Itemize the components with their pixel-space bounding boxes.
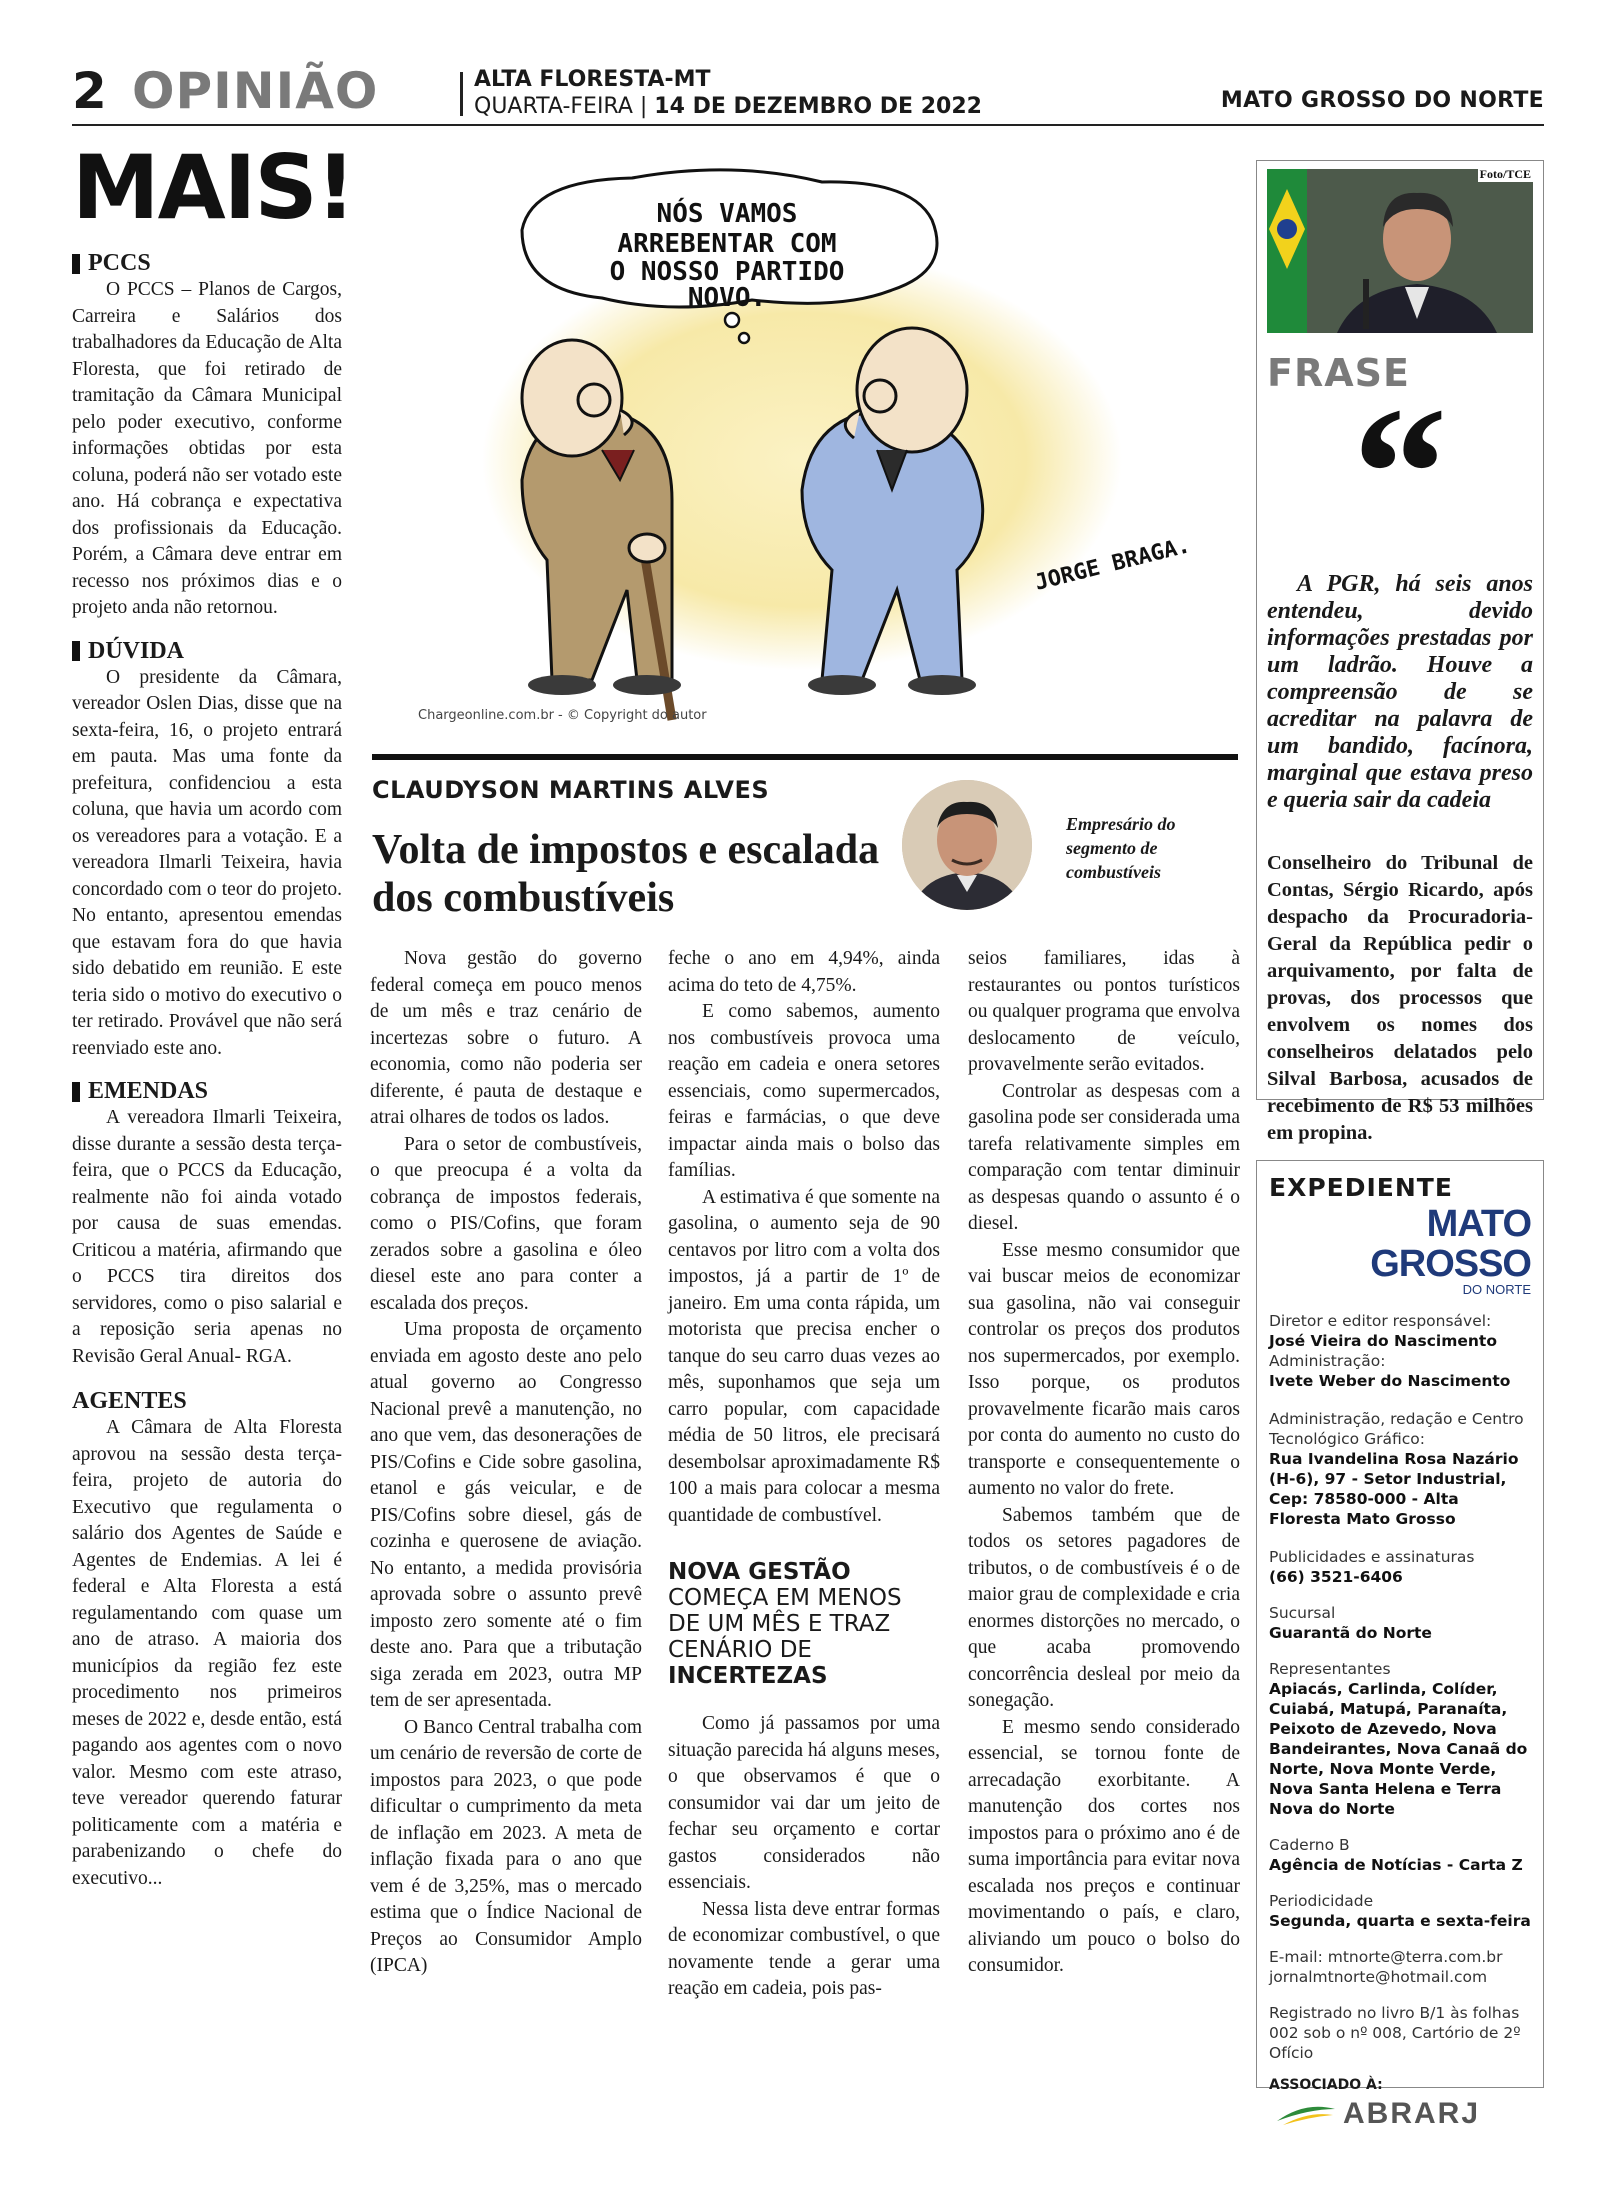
header-date-value: 14 DE DEZEMBRO DE 2022 [654,94,982,119]
pull-quote-bold: INCERTEZAS [668,1663,828,1689]
item-value: José Vieira do Nascimento [1269,1332,1497,1350]
article-title: Volta de impostos e escalada dos combustíveis [372,827,880,921]
abrarj-logo [1269,2097,1531,2131]
article-paragraph: Nova gestão do governo federal começa em pouco menos de um mês e traz cenário de incertezas sobre o futuro. A economia, como não poderia ser diferente, é pauta de destaque e atrai olhares de todos os lados. [370,948,642,1128]
logo-main: MATO GROSSO [1370,1203,1531,1285]
speaker-photo [1267,169,1533,333]
note-text: A vereadora Ilmarli Teixeira, disse durante a sessão desta terça-feira, que o PCCS da Educação, realmente não foi ainda votado por causa de suas emendas. Criticou a matéria, afirmando que o PCCS tira direitos dos servidores, como o piso salarial e a reposição seria apenas no Revisão Geral Anual- RGA. [72,1107,342,1367]
expediente-item [1269,1835,1531,1875]
speaker-portrait [1267,169,1533,333]
note-heading [72,250,342,277]
expediente-item [1269,1311,1531,1391]
article-paragraph: Como já passamos por uma situação parecida há alguns meses, o que observamos é que o consumidor vai dar um jeito de fechar seu orçamento e cortar gastos considerados não essenciais. [668,1713,940,1893]
note-text: O PCCS – Planos de Cargos, Carreira e Salários dos trabalhadores da Educação de Alta Floresta, que foi retirado de tramitação da Câmara Municipal pelo poder executivo, conforme informações obtidas por esta coluna, poderá não ser votado este ano. Há cobrança e expectativa dos profissionais da Educação. Porém, a Câmara deve entrar em recesso nos próximos dias e o projeto anda não retornou. [72,279,342,618]
note-agentes [72,1388,342,1892]
article-paragraph: E mesmo sendo considerado essencial, se tornou fonte de arrecadação exorbitante. A manutenção dos cortes nos impostos para o próximo ano é de suma importância para evitar nova escalada nos preços e continuar movimentando o país, e claro, aliviando um pouco o bolso do consumidor. [968,1716,1240,1976]
expediente-registro [1269,2003,1531,2063]
item-value: Segunda, quarta e sexta-feira [1269,1912,1531,1930]
frase-heading: FRASE [1267,351,1410,395]
item-label: Administração, redação e Centro Tecnológico Gráfico: [1269,1410,1524,1448]
pull-quote-bold: NOVA GESTÃO [668,1559,851,1585]
page-header [72,60,1544,126]
speech-line: ARREBENTAR COM [617,229,837,259]
article-paragraph: Para o setor de combustíveis, o que preocupa é a volta da cobrança de impostos federais, como o PIS/Cofins, que foram zerados sobre a gasolina e óleo diesel este ano para conter a escalada dos preços. [370,1133,642,1314]
article-paragraph: O Banco Central trabalha com um cenário de reversão de corte de impostos para 2023, o que pode dificultar o cumprimento da meta de inflação em 2023. A meta de inflação fixada para o ano que vem é de 3,25%, mas o mercado estima que o Índice Nacional de Preços ao Consumidor Amplo (IPCA) [370,1716,642,1976]
item-label: Caderno B [1269,1836,1350,1854]
expediente-box [1256,1160,1544,2130]
article-paragraph: Nessa lista deve entrar formas de economizar combustível, o que novamente tende a gerar uma reação em cadeia, pois pas- [668,1898,940,1999]
mais-column [72,136,354,1892]
note-duvida [72,638,342,1063]
expediente-item [1269,1891,1531,1931]
author-role: Empresário do segmento de combustíveis [1066,814,1176,882]
header-weekday: QUARTA-FEIRA [474,94,633,119]
item-label: Representantes [1269,1660,1391,1678]
note-heading-text: EMENDAS [88,1078,209,1104]
item-label: Administração: [1269,1352,1386,1370]
article-paragraph: A estimativa é que somente na gasolina, o aumento seja de 90 centavos por litro com a volta dos impostos, já a partir de 1º de janeiro. Em uma conta rápida, um motorista que precisa encher o tanque do seu carro duas vezes ao mês, suponhamos que seja um carro popular, com capacidade média de 50 litros, ele precisará desembolsar aproximadamente R$ 100 a mais para colocar a mesma quantidade de combustível. [668,1186,940,1526]
speech-line: NOVO. [687,283,767,313]
expediente-item [1269,1547,1531,1587]
mais-title: MAIS! [72,136,354,239]
article-column-2 [668,946,940,2003]
article-paragraph: Controlar as despesas com a gasolina pode ser considerada uma tarefa relativamente simples em comparação com tentar diminuir as despesas quando o assunto é o diesel. [968,1080,1240,1234]
cartoon-signature: JORGE BRAGA. [1032,533,1193,596]
registro-text: Registrado no livro B/1 às folhas 002 sob o nº 008, Cartório de 2º Ofício [1269,2004,1521,2062]
item-value: Guarantã do Norte [1269,1624,1432,1642]
expediente-item [1269,1659,1531,1819]
frase-box [1256,160,1544,1144]
expediente-contact [1269,1947,1531,1987]
note-text: O presidente da Câmara, vereador Oslen Dias, disse que na sexta-feira, 16, o projeto entrará em pauta. Mas uma fonte da prefeitura, confidenciou a esta coluna, que havia um acordo com os vereadores para a votação. E a vereadora Ilmarli Teixeira, havia concordado com o teor do projeto. No entanto, apresentou emendas que estavam fora do que havia sido debatido em reunião. E este teria sido o motivo do executivo o ter retirado. Provável que não será reenviado este ano. [72,666,342,1059]
speech-line: NÓS VAMOS [656,199,798,229]
item-value: Agência de Notícias - Carta Z [1269,1856,1523,1874]
header-date: QUARTA-FEIRA | 14 DE DEZEMBRO DE 2022 [474,94,982,119]
expediente-heading: EXPEDIENTE [1269,1173,1453,1202]
frase-quote: A PGR, há seis anos entendeu, devido informações prestadas por um ladrão. Houve a compreensão de se acreditar na palavra de um bandido, facínora, marginal que estava preso e queria sair da cadeia [1267,571,1533,813]
pull-quote [668,1559,940,1689]
bullet-icon [72,254,80,274]
item-label: Periodicidade [1269,1892,1374,1910]
note-heading-text: PCCS [88,250,151,276]
abrarj-swoosh-icon [1275,2099,1337,2129]
header-divider [460,72,463,116]
note-emendas [72,1078,342,1370]
header-city: ALTA FLORESTA-MT [474,67,711,92]
email-primary: E-mail: mtnorte@terra.com.br [1269,1948,1503,1966]
note-text: A Câmara de Alta Floresta aprovou na sessão desta terça-feira, projeto de autoria do Executivo que regulamenta o salário dos Agentes de Saúde e Agentes de Endemias. A lei é federal e Alta Floresta a está regulamentando com quase um ano de atraso. A maioria dos municípios da região fez este procedimento nos primeiros meses de 2022 e, desde então, está pagando aos agentes com o novo valor. Mesmo com este atraso, teve vereador querendo faturar politicamente com a matéria e parabenizando o chefe do executivo... [72,1417,342,1889]
item-value: Ivete Weber do Nascimento [1269,1372,1511,1390]
article-paragraph: E como sabemos, aumento nos combustíveis provoca uma reação em cadeia e onera setores essenciais, como supermercados, feiras e farmácias, o que deve impactar ainda mais o bolso das famílias. [668,1001,940,1181]
article-paragraph: Esse mesmo consumidor que vai buscar meios de economizar sua gasolina, não vai conseguir controlar os preços dos produtos nos supermercados, por exemplo. Isso porque, os produtos provavelmente ficarão mais caros por conta do aumento no custo do transporte e consequentemente o aumento no valor do frete. [968,1239,1240,1499]
article-paragraph: Sabemos também que de todos os setores pagadores de tributos, o de combustíveis é o de maior grau de complexidade e cria enormes distorções no mercado, o que acaba promovendo concorrência desleal por meio da sonegação. [968,1504,1240,1711]
cartoon-credit: Chargeonline.com.br - © Copyright do autor [418,708,707,723]
cartoon [372,160,1198,728]
article-rule [372,754,1238,760]
frase-source: Conselheiro do Tribunal de Contas, Sérgio Ricardo, após despacho da Procuradoria-Geral da República pedir o arquivamento, por falta de provas, dos processos que envolvem os nomes dos conselheiros delatados pelo Silval Barbosa, acusados de recebimento de R$ 53 milhões em propina. [1267,852,1533,1144]
logo-sub: DO NORTE [1462,1282,1531,1297]
bullet-icon [72,1082,80,1102]
assoc-label: ASSOCIADO À: [1269,2077,1383,2093]
article-paragraph: feche o ano em 4,94%, ainda acima do teto de 4,75%. [668,948,940,996]
article-paragraph: Uma proposta de orçamento enviada em agosto deste ano pelo atual governo ao Congresso Nacional prevê a manutenção, no ano que vem, das desonerações de PIS/Cofins e Cide sobre gasolina, etanol e gás veicular, e de PIS/Cofins sobre diesel, gás de cozinha e querosene de aviação. No entanto, a medida provisória aprovada sobre o assunto prevê imposto zero somente até o fim deste ano. Para que a tributação siga zerada em 2023, outra MP tem de ser apresentada. [370,1319,642,1711]
item-value: Apiacás, Carlinda, Colíder, Cuiabá, Matupá, Paranaíta, Peixoto de Azevedo, Nova Bandeirantes, Nova Canaã do Norte, Nova Monte Verde, Nova Santa Helena e Terra Nova do Norte [1269,1680,1528,1818]
author-photo [902,780,1032,910]
expediente-item [1269,1409,1531,1529]
abrarj-name: ABRARJ [1343,2097,1481,2130]
author-portrait [902,780,1032,910]
page-number: 2 [72,62,107,120]
note-pccs [72,250,342,622]
note-heading [72,1388,342,1415]
paper-name: MATO GROSSO DO NORTE [1220,88,1544,113]
article-paragraph: seios familiares, idas à restaurantes ou pontos turísticos ou qualquer programa que envolva deslocamento de veículo, provavelmente serão evitados. [968,948,1240,1075]
pull-quote-text: COMEÇA EM MENOS DE UM MÊS E TRAZ CENÁRIO DE [668,1585,902,1663]
quote-mark-icon: “ [1352,369,1448,579]
note-heading [72,1078,342,1105]
note-heading-text: AGENTES [72,1388,187,1414]
bullet-icon [72,641,80,661]
note-heading [72,638,342,665]
paper-logo [1269,1204,1531,1297]
photo-credit: Foto/TCE [1479,169,1531,181]
item-value: (66) 3521-6406 [1269,1568,1403,1586]
article-author: CLAUDYSON MARTINS ALVES [372,776,770,804]
note-heading-text: DÚVIDA [88,637,184,664]
item-label: Sucursal [1269,1604,1336,1622]
speech-line: O NOSSO PARTIDO [609,257,845,287]
expediente-item [1269,1603,1531,1643]
article-column-3 [968,946,1240,1980]
article-column-1 [370,946,642,1980]
section-title: OPINIÃO [132,62,379,120]
item-value: Rua Ivandelina Rosa Nazário (H-6), 97 - Setor Industrial, Cep: 78580-000 - Alta Floresta Mato Grosso [1269,1450,1519,1528]
email-secondary: jornalmtnorte@hotmail.com [1269,1968,1488,1986]
item-label: Publicidades e assinaturas [1269,1548,1475,1566]
item-label: Diretor e editor responsável: [1269,1312,1492,1330]
cartoon-illustration [372,160,1198,728]
